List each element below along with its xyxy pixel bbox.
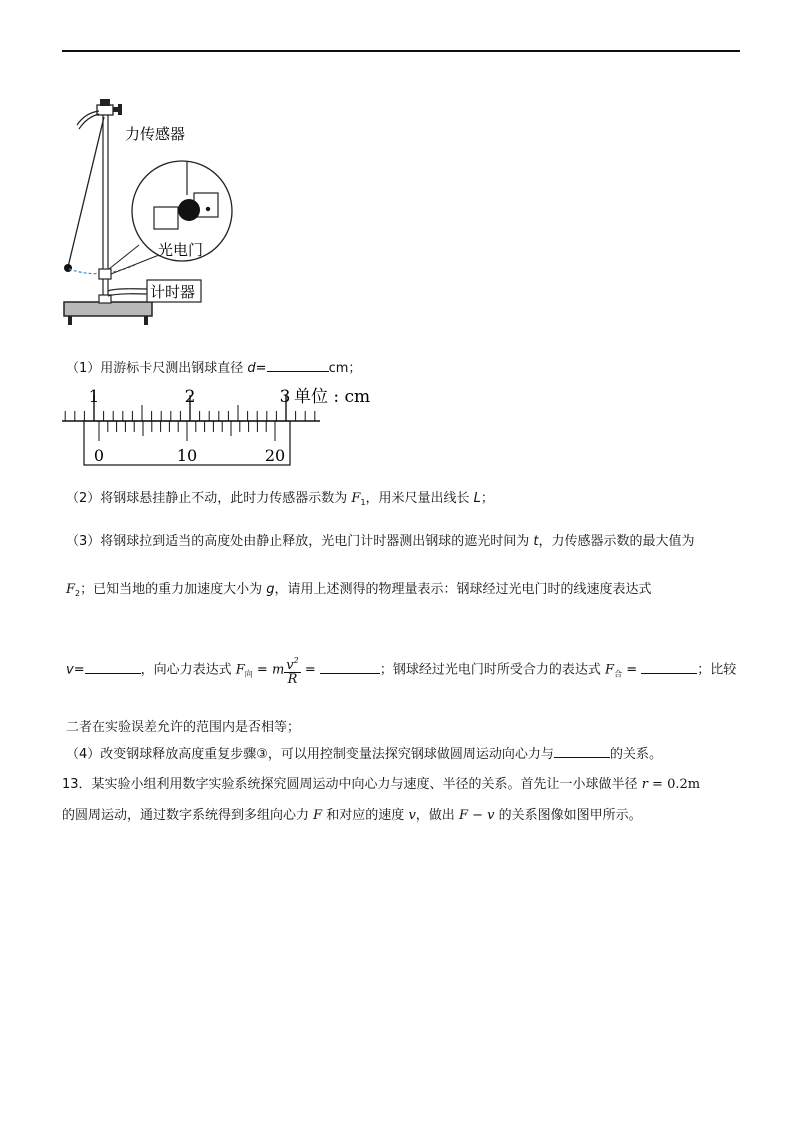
q3-m: m [271, 662, 285, 678]
q3-suffix: ，力传感器示数的最大值为 [538, 534, 695, 549]
q1-var-d: d [247, 361, 256, 376]
q2-suffix: ，用米尺量出线长 [365, 491, 474, 506]
q3-sub-he: 合 [614, 669, 623, 679]
q3-sub-xiang: 向 [244, 669, 253, 679]
vernier-label-10: 10 [176, 446, 198, 465]
q2-F: F [351, 491, 361, 506]
q1-answer-blank[interactable] [267, 359, 329, 372]
q4-end: 的关系。 [609, 747, 662, 762]
q3-velocity-blank[interactable] [85, 661, 141, 674]
q13-Fv: F − v [458, 808, 495, 823]
q4-text: （4）改变钢球释放高度重复步骤③，可以用控制变量法探究钢球做圆周运动向心力与 [66, 747, 554, 762]
q3-prefix: （3）将钢球拉到适当的高度处由静止释放，光电门计时器测出钢球的遮光时间为 [66, 534, 534, 549]
q3-centripetal-blank[interactable] [320, 661, 380, 674]
question-2 [66, 487, 494, 507]
q3-F-xiang: F [235, 662, 245, 678]
q3-v: v [66, 662, 74, 678]
question-3-line-2 [66, 578, 652, 598]
main-label-2: 2 [184, 387, 196, 407]
q13-v: v [408, 808, 416, 823]
q1-prefix: （1）用游标卡尺测出钢球直径 [66, 361, 248, 376]
q3-g: g [266, 582, 275, 597]
q2-sub1: 1 [360, 498, 366, 507]
q3-eq4: = [622, 662, 642, 678]
q3-mid: ，向心力表达式 [140, 662, 236, 678]
q2-L: L [473, 491, 481, 506]
q1-suffix: cm； [328, 361, 362, 376]
vernier-label-0: 0 [93, 446, 105, 465]
timer-label: 计时器 [150, 283, 196, 301]
q1-eq: = [255, 361, 267, 376]
q13-r-value: = 0.2m [647, 777, 701, 792]
q3-line2-text: ；已知当地的重力加速度大小为 [80, 582, 267, 597]
q3-mid2: ；钢球经过光电门时所受合力的表达式 [379, 662, 606, 678]
unit-label: 单位 : cm [294, 387, 371, 407]
q3-eq2: = [252, 662, 272, 678]
q3-F2: F [66, 582, 76, 597]
q3-v-eq: = [73, 662, 85, 678]
q13-p1: 的圆周运动，通过数字系统得到多组向心力 [62, 808, 314, 823]
q4-blank[interactable] [554, 745, 610, 758]
q3-sub2: 2 [75, 589, 81, 598]
q13-text: 13．某实验小组利用数字实验系统探究圆周运动中向心力与速度、半径的关系。首先让一小球做半径 [62, 777, 642, 792]
question-3-line-3 [66, 654, 736, 686]
question-3-line-4: 二者在实验误差允许的范围内是否相等； [66, 720, 301, 735]
q3-fraction: $\frac{v^2}{R}$ [286, 656, 299, 687]
header-rule [62, 50, 740, 52]
q13-p3: ，做出 [415, 808, 459, 823]
vernier-caliper-figure [60, 380, 380, 470]
question-13-line-1 [62, 773, 700, 792]
main-label-3: 3 [279, 387, 291, 407]
q2-prefix: （2）将钢球悬挂静止不动，此时力传感器示数为 [66, 491, 352, 506]
q2-end: ； [480, 491, 494, 506]
question-3-line-1 [66, 530, 695, 549]
q13-r: r [641, 777, 648, 792]
force-sensor-label: 力传感器 [125, 125, 186, 143]
main-label-1: 1 [88, 387, 100, 407]
q13-F: F [313, 808, 323, 823]
q13-p4: 的关系图像如图甲所示。 [494, 808, 642, 823]
pendulum-string [68, 117, 104, 267]
q3-end: ；比较 [697, 662, 737, 678]
q3-line2-suffix: ，请用上述测得的物理量表示：钢球经过光电门时的线速度表达式 [274, 582, 652, 597]
q3-net-force-blank[interactable] [641, 661, 697, 674]
stand-base [64, 302, 152, 316]
vernier-label-20: 20 [264, 446, 286, 465]
q3-F-he: F [605, 662, 615, 678]
question-4 [66, 743, 662, 762]
photogate-label: 光电门 [158, 241, 204, 259]
question-1 [66, 357, 361, 376]
q13-p2: 和对应的速度 [322, 808, 409, 823]
pendulum-ball [64, 264, 72, 272]
pendulum-apparatus-figure [55, 95, 235, 327]
question-13-line-2 [62, 804, 642, 823]
q3-t: t [533, 534, 539, 549]
q3-eq3: = [300, 662, 320, 678]
